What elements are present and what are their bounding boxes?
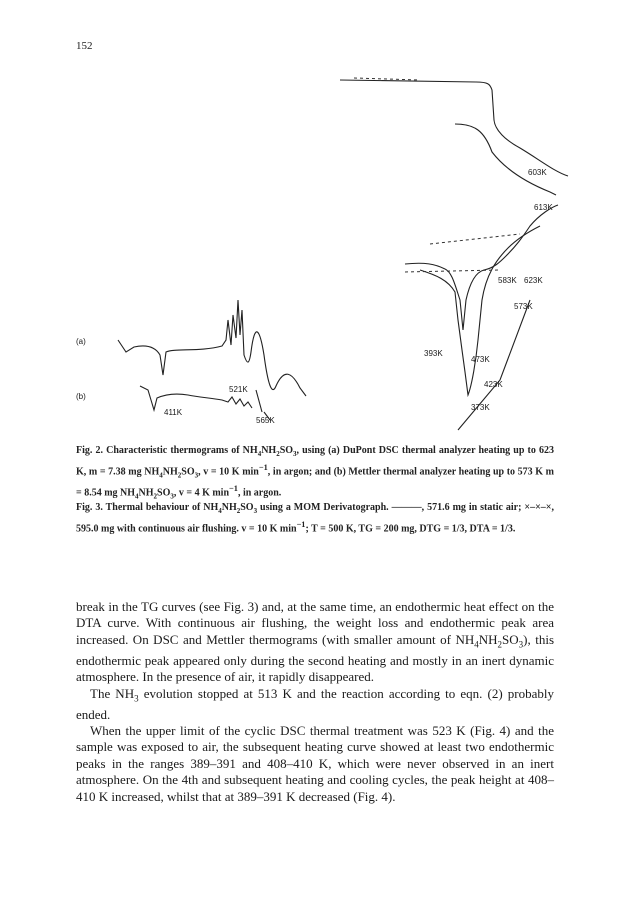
tg-curve (340, 80, 568, 176)
label-613k: 613K (534, 203, 553, 212)
label-583k: 583K (498, 276, 517, 285)
paragraph-1: break in the TG curves (see Fig. 3) and, at the same time, an endothermic heat effect on the DTA curve. With continuous air flushing, the weight loss and endothermic peak area increased. On DSC and Mettler thermograms (with smaller amount of $NH_4NH_2SO_3$), this endothermic peak appeared only during the second heating and mostly in an inert dynamic atmosphere. In the presence of air, it rapidly disappeared. (76, 599, 554, 685)
label-473k: 473K (471, 355, 490, 364)
label-573k: 573K (514, 302, 533, 311)
label-411k: 411K (164, 408, 183, 417)
paragraph-3: When the upper limit of the cyclic DSC thermal treatment was 523 K (Fig. 4) and the sample was exposed to air, the subsequent heating curve showed at least two endothermic peaks in the ranges 389–391 and 408–410 K, which were never observed in an inert atmosphere. On the 4th and subsequent heating and cooling cycles, the peak height at 408–410 K increased, whilst that at 389–391 K decreased (Fig. 4). (76, 723, 554, 804)
label-603k: 603K (528, 168, 547, 177)
dta-curve (405, 205, 558, 330)
page-number: 152 (76, 40, 93, 52)
flushed-dashed-1 (430, 234, 520, 244)
paragraph-2: The $NH_3$ evolution stopped at 513 K and the reaction according to eqn. (2) probably ended. (76, 685, 554, 722)
flushed-dashed-3 (354, 78, 420, 80)
label-393k: 393K (424, 349, 443, 358)
label-373k: 373K (471, 403, 490, 412)
flushed-dashed-2 (405, 270, 500, 272)
label-521k: 521K (229, 385, 248, 394)
label-423k: 423K (484, 380, 503, 389)
fig2-caption: Fig. 2. Characteristic thermograms of $NH_4NH_2SO_3$, using (a) DuPont DSC thermal analyzer heating up to 623 K, m = 7.38 mg $NH_4NH_2SO_3$, v = 10 K $\min^{-1}$, in argon; and (b) Mettler thermal analyzer heating up to 573 K m = 8.54 mg $NH_4NH_2SO_3$, v = 4 K $\min^{-1}$, in argon. (76, 445, 555, 501)
fig3-caption: Fig. 3. Thermal behaviour of $NH_4NH_2SO_3$ using a MOM Derivatograph. ———, 571.6 mg in static air; ×–×–×, 595.0 mg with continuous air flushing. v = 10 K $\min^{-1}$; T = 500 K, TG = 200 mg, DTG = 1/3, DTA = 1/3. (76, 502, 555, 535)
thermogram-plot (0, 0, 624, 440)
thermogram-figure (0, 0, 624, 440)
panel-b-label: (b) (76, 392, 86, 401)
label-565k: 565K (256, 416, 275, 425)
body-text (76, 599, 554, 805)
label-623k: 623K (524, 276, 543, 285)
panel-a-label: (a) (76, 337, 86, 346)
dtg-curve (455, 124, 556, 195)
mettler-pointer-521 (256, 390, 262, 412)
dsc-trace-a (118, 300, 306, 396)
pointer-line (458, 300, 530, 430)
